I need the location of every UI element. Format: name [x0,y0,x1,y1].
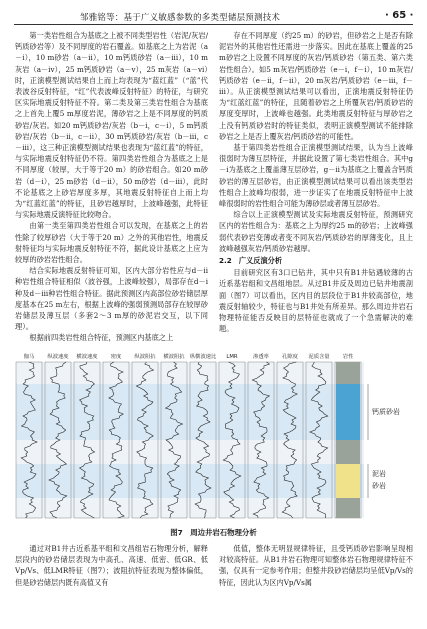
header-rule [14,24,413,25]
track-label: 纵波阻抗 [134,354,156,360]
running-title: 邹雅铭等：基于广义敏感参数的多类型储层预测技术 [80,13,281,23]
track-label: 渗透率 [253,354,269,360]
lithology-interval [336,440,360,464]
page-header [0,0,427,26]
lithology-interval [336,498,360,518]
legend-calcareous-sandstone: 钙质砂岩 [372,408,400,416]
left-column [15,30,208,344]
paragraph: 根据前四类岩性组合特征，预测区内基底之上 [29,333,174,343]
track-label: 纵波速度 [47,354,69,360]
bottom-right-column [219,543,413,588]
paragraph: 结合实际地震反射特征可知，区内大部分岩性应与d－ii种岩性组合特征相似（波谷强，上波峰较强），局部存在d－i种及d－iii种岩性组合特征。据此预测区内高部位砂岩储层厚度基本在25 m左右，根据上波峰的强弱预测局部存在较厚砂岩储层及薄互层（多套2～3 m厚的砂泥岩交互，以下同理）。 [15,266,208,332]
bottom-left-column [15,543,208,588]
track-label: LMR [226,354,238,360]
lithology-interval [336,384,360,440]
paragraph: 低值，整体无明显规律特征，且受钙质砂岩影响呈现相对较高特征。从B1井岩石物理可知整体岩石物理规律特征不强，仅具有一定参考作用；但整井段砂岩储层均呈低Vp/Vs的特征，因此认为区内Vp/Vs属 [219,544,413,587]
paragraph: 第一类岩性组合为基底之上被不同类型岩性（岩泥/灰岩/钙质砂岩等）及不同厚度的岩石覆盖。如基底之上为岩泥（a－i），10 m砂岩（a－ii），10 m钙质砂岩（a－iii），10 m灰岩（a－iv），25 m钙质砂岩（a－v），25 m灰岩（a－vi）时，正演模型测试结果自上而上均表现为“蓝红蓝”（“蓝”代表波谷反射特征，“红”代表波峰反射特征）的特征，与研究区实际地震反射特征不符。第二类及第三类岩性组合为基底之上首先上覆5 m厚度岩泥，薄砂岩之上是不同厚度的钙质砂岩/灰岩。如20 m钙质砂岩/灰岩（b－i，c－i），5 m钙质砂岩/灰岩（b－ii，c－ii），30 m钙质砂岩/灰岩（b－iii，c－iii），这三种正演模型测试结果也表现为“蓝红蓝”的特征，与实际地震反射特征仍不符。第四类岩性组合为基底之上是不同厚度（较厚，大于等于20 m）的砂岩组合。如20 m砂岩（d－i），25 m砂岩（d－ii），50 m砂岩（d－iii），此时不论基底之上砂岩厚度多厚，其地震反射特征自上而上均为“红蓝红蓝”的特征，且砂岩越厚时，上波峰越强，此特征与实际地震反演特征比较吻合。 [15,31,208,220]
track-label: 泥质含量 [308,354,330,360]
track-label: 伽马 [23,354,35,360]
lithology-interval [336,362,360,384]
paragraph: 由第一类至第四类岩性组合可以发现，在基底之上的岩性除了较厚砂岩（大于等于20 m）之外的其他岩性，地震反射特征均与实际地震反射特征不符，据此设计基底之上应为较厚的砂岩岩性组合。 [15,221,208,265]
track-label: 孔隙度 [282,354,298,360]
paragraph: 存在不同厚度（约25 m）的砂岩，但砂岩之上是否有除泥岩外的其他岩性还需进一步落实。因此在基底上覆盖的25 m砂岩之上设置不同厚度的灰岩/钙质砂岩（第五类、第六类岩性组合）。如5 m灰岩/钙质砂岩（e－i，f－i），10 m灰岩/钙质砂岩（e－ii，f－ii），20 m灰岩/钙质砂岩（e－iii，f－iii）。从正演模型测试结果可以看出，正演地震反射特征仍为“红蓝红蓝”的特征，且随着砂岩之上所覆灰岩/钙质砂岩的厚度变厚时，上波峰也越强。此类地震反射特征与厚砂岩之上没有钙质砂岩时的特征类似，表明正演模型测试不能排除砂岩之上是否上覆灰岩/钙质砂岩的可能性。 [219,31,413,141]
track-label: 横波速度 [76,354,98,360]
lithology-interval [336,464,360,498]
right-column [219,30,413,334]
track-label: 横波阻抗 [163,354,185,360]
figure-caption: 图7 周边井岩石物理分析 [170,528,257,537]
well-log-panel [14,348,413,526]
paragraph: 基于第四类岩性组合正演模型测试结果，认为当上波峰很弱时为薄互层特征，并据此设置了第七类岩性组合。其中g－i为基底之上覆盖薄互层砂岩，g－ii为基底之上覆盖含钙质砂岩的薄互层砂岩，由正演模型测试结果可以看出该类型岩性组合上波峰均很弱，进一步证实了在地震反射特征中上波峰很弱时的岩性组合可能为薄砂层或者薄互层砂岩。 [219,143,413,209]
paragraph: 综合以上正演模型测试及实际地震反射特征，预测研究区内的岩性组合为：基底之上为厚约25 m的砂岩；上波峰强弱代表砂岩变薄或者变不同灰岩/钙质砂岩的厚薄变化，且上波峰越强灰岩/钙质砂岩越厚。 [219,210,413,253]
figure-7 [14,348,413,526]
page-number: · 65 · [385,10,414,21]
track-label: 纵横波速比 [189,354,217,360]
legend-sandstone: 砂岩 [372,482,386,490]
track-label: 密度 [110,354,122,360]
legend-mudstone: 泥岩 [372,470,386,478]
paragraph: 目前研究区有3口已钻井，其中只有B1井钻遇较薄的古近系基岩组和文昌组地层。从过B1井反及周边已钻井地震剖面（图7）可以看出，区内目的层段位于B1井较高部位，地震反射轴较少，特征也与B1井处有所差异。那么周边井岩石物理特征能否反映目的层特征也就成了一个急需解决的难题。 [219,268,413,334]
track-label: 岩性 [342,354,354,360]
section-heading: 2.2 广义反演分析 [219,256,283,266]
paragraph: 通过对B1井古近系基平组和文昌组岩石物理分析，解释层段内的砂岩储层表现为中高孔、高速、低密、低GR、低Vp/Vs、低LMR特征（图7）；波阻抗特征表现为整体偏低，但是砂岩储层内既有高值又有 [15,544,208,587]
